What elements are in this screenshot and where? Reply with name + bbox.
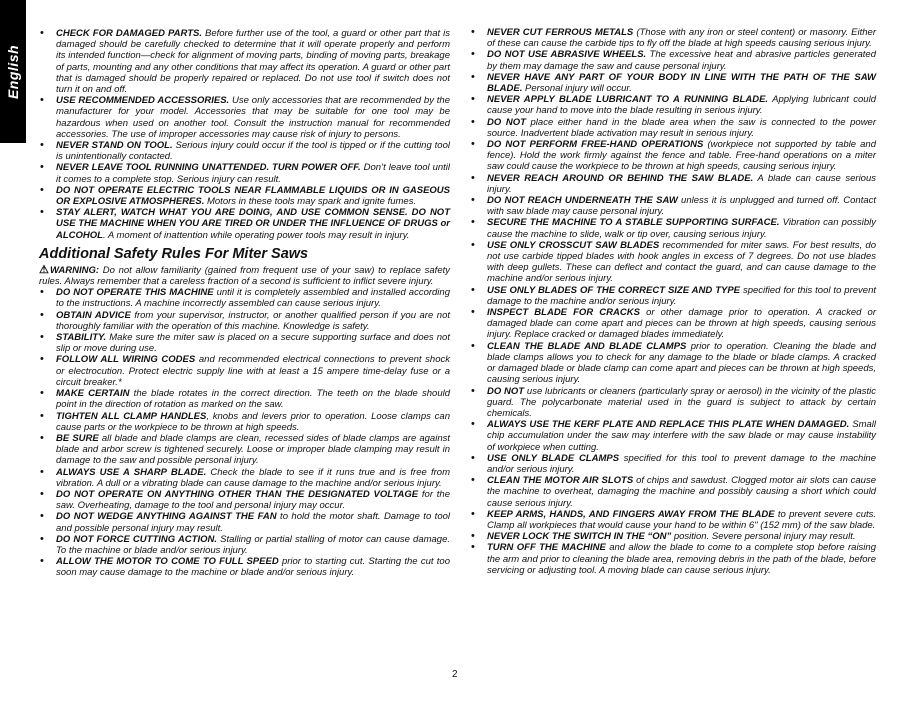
safety-rule-item	[470, 542, 876, 576]
language-tab	[0, 0, 26, 143]
safety-rule-item	[470, 72, 876, 94]
safety-rule-text: Personal injury will occur.	[522, 83, 632, 95]
safety-rule-heading: NEVER HAVE ANY PART OF YOUR BODY IN LINE WITH THE PATH OF THE SAW BLADE.	[487, 71, 876, 95]
safety-rule-text: all blade and blade clamps are clean, recessed sides of blade clamps are against blade and arbor screw is tightened securely. Loose or improper blade clamping may result in damage to the saw and possible personal injury.	[56, 432, 450, 467]
safety-rule-heading: STABILITY.	[56, 332, 107, 344]
safety-rule-text: Use only accessories that are recommended by the manufacturer for your model. Accessories that may be suitable for one tool may be hazardous when used on another tool. Consult the instruction manual for recommended accessories. The use of improper accessories may cause risk of injury to persons.	[56, 95, 451, 140]
safety-rule-item	[470, 49, 876, 71]
general-safety-list	[39, 28, 450, 241]
safety-rule-text: specified for this tool to prevent damage to the machine and/or serious injury.	[487, 284, 876, 307]
warning-label: WARNING:	[49, 264, 100, 276]
safety-rule-text: Stalling or partial stalling of motor can cause damage. To the machine or blade and/or serious injury.	[56, 533, 451, 556]
safety-rule-text: prior to operation. Cleaning the blade and blade clamps allows you to check for any damage to the blade or blade clamps. A cracked or damaged blade or blade clamp can come apart and pieces can be thrown at high speeds, causing serious injury.	[487, 340, 876, 386]
safety-rule-text: use lubricants or cleaners (particularly spray or aerosol) in the vicinity of the plastic guard. The polycarbonate material used in the guard is subject to attack by certain chemicals.	[487, 385, 876, 419]
safety-rule-heading: USE ONLY BLADES OF THE CORRECT SIZE AND TYPE	[487, 284, 741, 296]
safety-rule-item	[39, 332, 450, 354]
safety-rule-heading: DO NOT OPERATE ELECTRIC TOOLS NEAR FLAMMABLE LIQUIDS OR IN GASEOUS OR EXPLOSIVE ATMOSPHERES.	[56, 184, 450, 208]
miter-safety-list-continued	[470, 27, 876, 576]
safety-rule-item	[470, 475, 876, 509]
safety-rule-text: from your supervisor, instructor, or another qualified person if you are not thoroughly familiar with the operation of this machine. Knowledge is safety.	[56, 309, 450, 332]
safety-rule-heading: DO NOT OPERATE ON ANYTHING OTHER THAN THE DESIGNATED VOLTAGE	[56, 488, 419, 500]
safety-rule-text: . A moment of inattention while operating power tools may result in injury.	[102, 229, 410, 241]
safety-rule-item	[470, 139, 876, 173]
safety-rule-heading: CLEAN THE BLADE AND BLADE CLAMPS	[487, 340, 687, 352]
safety-rule-item	[39, 310, 450, 332]
safety-rule-item	[470, 240, 876, 285]
safety-rule-item	[470, 419, 876, 453]
safety-rule-heading: ALWAYS USE THE KERF PLATE AND REPLACE THIS PLATE WHEN DAMAGED.	[487, 419, 850, 431]
safety-rule-text: Don’t leave tool until it comes to a complete stop. Serious injury can result.	[56, 162, 450, 185]
safety-rule-heading: DO NOT WEDGE ANYTHING AGAINST THE FAN	[56, 511, 277, 523]
safety-rule-heading: TIGHTEN ALL CLAMP HANDLES	[56, 410, 207, 422]
safety-rule-text: Make sure the miter saw is placed on a secure supporting surface and does not slip or move during use.	[56, 332, 450, 355]
safety-rule-heading: DO NOT FORCE CUTTING ACTION.	[56, 533, 217, 545]
safety-rule-heading: SECURE THE MACHINE TO A STABLE SUPPORTING SURFACE.	[487, 217, 780, 229]
safety-rule-text: Vibration can possibly cause the machine to slide, walk or tip over, causing serious injury.	[487, 217, 877, 240]
safety-rule-item	[39, 185, 450, 207]
safety-rule-heading: NEVER CUT FERROUS METALS	[487, 27, 634, 38]
safety-rule-item	[470, 307, 876, 341]
section-title: Additional Safety Rules For Miter Saws	[39, 245, 309, 262]
safety-rule-text: and allow the blade to come to a complete stop before raising the arm and prior to cleaning the blade area, removing debris in the path of the blade, before servicing or adjusting tool. A moving blade can cause serious injury.	[487, 542, 876, 576]
safety-rule-item	[470, 341, 876, 386]
safety-rule-heading: MAKE CERTAIN	[56, 388, 130, 400]
safety-rule-item	[470, 531, 876, 542]
safety-rule-heading: USE ONLY CROSSCUT SAW BLADES	[487, 239, 660, 251]
safety-rule-heading: DO NOT	[487, 385, 525, 397]
safety-rule-item	[39, 556, 450, 578]
safety-rule-heading: USE RECOMMENDED ACCESSORIES.	[56, 95, 230, 107]
safety-rule-text: A blade can cause serious injury.	[487, 172, 876, 195]
safety-rule-text: (Those with any iron or steel content) or masonry. Either of these can cause the carbide tips to fly off the blade at high speeds causing serious injury.	[487, 27, 876, 50]
left-column	[39, 28, 450, 579]
warning-triangle-icon: ⚠	[39, 263, 50, 276]
safety-rule-text: Motors in these tools may spark and ignite fumes.	[204, 196, 417, 208]
safety-rule-item	[470, 27, 876, 49]
safety-rule-text: unless it is unplugged and turned off. Contact with saw blade may cause personal injury.	[487, 195, 877, 218]
safety-rule-item	[39, 140, 450, 162]
safety-rule-item	[39, 489, 450, 511]
safety-rule-item	[470, 509, 876, 531]
safety-rule-text: to prevent severe cuts. Clamp all workpieces that would cause your hand to be within 6" (152 mm) of the saw blade.	[487, 508, 877, 531]
safety-rule-heading: NEVER STAND ON TOOL.	[56, 140, 173, 152]
safety-rule-heading: FOLLOW ALL WIRING CODES	[56, 354, 196, 366]
safety-rule-heading: ALLOW THE MOTOR TO COME TO FULL SPEED	[56, 556, 279, 568]
safety-rule-item	[39, 287, 450, 309]
safety-rule-item	[470, 453, 876, 475]
safety-rule-text: Serious injury could occur if the tool is tipped or if the cutting tool is unintentionally contacted.	[56, 140, 450, 163]
warning-text: Do not allow familiarity (gained from frequent use of your saw) to replace safety rules. Always remember that a careless fraction of a second is sufficient to inflict severe injury.	[39, 264, 450, 288]
safety-rule-text: place either hand in the blade area when the saw is connected to the power source. Inadvertent blade activation may result in serious injury.	[487, 116, 876, 139]
safety-rule-text: (workpiece not supported by table and fence). Hold the work firmly against the fence and table. Free-hand operations on a miter saw could cause the workpiece to be thrown at high speeds, causing serious injury.	[487, 139, 876, 173]
safety-rule-heading: NEVER LOCK THE SWITCH IN THE “ON”	[487, 531, 672, 543]
safety-rule-item	[470, 217, 876, 239]
safety-rule-heading: ALWAYS USE A SHARP BLADE.	[56, 466, 207, 478]
safety-rule-heading: OBTAIN ADVICE	[56, 309, 131, 321]
safety-rule-heading: DO NOT	[487, 116, 526, 128]
safety-rule-heading: STAY ALERT, WATCH WHAT YOU ARE DOING, AND USE COMMON SENSE. DO NOT USE THE MACHINE WHEN YOU ARE TIRED OR UNDER THE INFLUENCE OF DRUGS or ALCOHOL	[56, 207, 450, 241]
safety-rule-item	[39, 411, 450, 433]
safety-rule-item	[470, 94, 876, 116]
language-tab-label: English	[5, 44, 21, 99]
safety-rule-text: of chips and sawdust. Clogged motor air slots can cause the machine to overheat, damaging the machine and possibly causing a short which could cause serious injury.	[487, 475, 877, 509]
warning-paragraph	[39, 265, 450, 287]
safety-rule-heading: NEVER APPLY BLADE LUBRICANT TO A RUNNING BLADE.	[487, 94, 769, 106]
safety-rule-heading: CLEAN THE MOTOR AIR SLOTS	[487, 475, 634, 487]
safety-rule-item	[39, 162, 450, 184]
safety-rule-text: Applying lubricant could cause your hand to move into the blade resulting in serious injury.	[487, 94, 876, 117]
safety-rule-item	[39, 354, 450, 388]
safety-rule-heading: KEEP ARMS, HANDS, AND FINGERS AWAY FROM THE BLADE	[487, 508, 775, 520]
safety-rule-item	[39, 511, 450, 533]
safety-rule-heading: DO NOT PERFORM FREE-HAND OPERATIONS	[487, 139, 704, 151]
safety-rule-item	[39, 388, 450, 410]
safety-rule-heading: NEVER REACH AROUND OR BEHIND THE SAW BLADE.	[487, 172, 754, 184]
safety-rule-item	[39, 207, 450, 241]
safety-rule-heading: DO NOT REACH UNDERNEATH THE SAW	[487, 195, 678, 207]
safety-rule-text: The excessive heat and abrasive particles generated by them may damage the saw and cause personal injury.	[487, 49, 876, 72]
safety-rule-text: Small chip accumulation under the saw may interfere with the saw blade or may cause instability of workpiece when cutting.	[487, 419, 876, 453]
safety-rule-item	[39, 433, 450, 467]
safety-rule-text: or other damage prior to operation. A cracked or damaged blade can come apart and pieces can be thrown at high speeds, causing serious injury. Replace cracked or damaged blades immediately.	[487, 307, 876, 341]
safety-rule-item	[39, 95, 450, 140]
safety-rule-heading: CHECK FOR DAMAGED PARTS.	[56, 28, 202, 39]
safety-rule-item	[470, 195, 876, 217]
safety-rule-item	[39, 28, 450, 95]
safety-rule-text: for the saw. Overheating, damage to the tool and personal injury may occur.	[56, 488, 450, 512]
safety-rule-text: the blade rotates in the correct direction. The teeth on the blade should point in the direction of rotation as marked on the saw.	[56, 388, 450, 411]
safety-rule-item	[470, 386, 876, 420]
safety-rule-text: Check the blade to see if it runs true and is free from vibration. A dull or a vibrating blade can cause damage to the machine and/or serious injury.	[56, 466, 450, 489]
page-number: 2	[452, 669, 458, 680]
safety-rule-heading: BE SURE	[56, 432, 99, 444]
safety-rule-text: and recommended electrical connections to prevent shock or electrocution. Protect electric supply line with at least a 15 ampere time-delay fuse or a circuit breaker.*	[56, 354, 451, 388]
safety-rule-text: until it is completely assembled and installed according to the instructions. A machine incorrectly assembled can cause serious injury.	[56, 287, 450, 310]
safety-rule-heading: USE ONLY BLADE CLAMPS	[487, 452, 620, 464]
safety-rule-heading: NEVER LEAVE TOOL RUNNING UNATTENDED. TURN POWER OFF.	[56, 162, 361, 174]
safety-rule-text: to hold the motor shaft. Damage to tool and possible personal injury may result.	[56, 511, 451, 534]
safety-rule-item	[39, 467, 450, 489]
safety-rule-heading: TURN OFF THE MACHINE	[487, 542, 606, 554]
safety-rule-item	[470, 173, 876, 195]
safety-rule-text: specified for this tool to prevent damage to the machine and/or serious injury.	[487, 452, 876, 475]
safety-rule-item	[470, 117, 876, 139]
safety-rule-heading: INSPECT BLADE FOR CRACKS	[487, 307, 640, 319]
safety-rule-heading: DO NOT USE ABRASIVE WHEELS.	[487, 49, 647, 61]
safety-rule-text: , knobs and levers prior to operation. Loose clamps can cause parts or the workpiece to be thrown at high speeds.	[56, 410, 450, 433]
safety-rule-text: Before further use of the tool, a guard or other part that is damaged should be carefully checked to determine that it will operate properly and perform its intended function—check for alignment of moving parts, binding of moving parts, breakage of parts, mounting and any other conditions that may affect its operation. A guard or other part that is damaged should be properly repaired or replaced. Do not use tool if switch does not turn it on and off.	[56, 28, 451, 96]
safety-rule-heading: DO NOT OPERATE THIS MACHINE	[56, 287, 214, 299]
safety-rule-item	[470, 285, 876, 307]
safety-rule-text: position. Severe personal injury may result.	[671, 531, 856, 543]
safety-rule-item	[39, 534, 450, 556]
miter-safety-list	[39, 287, 450, 578]
safety-rule-text: prior to starting cut. Starting the cut too soon may cause damage to the machine or blade and/or serious injury.	[56, 556, 450, 579]
safety-rule-text: recommended for miter saws. For best results, do not use carbide tipped blades with hook angles in excess of 7 degrees. Do not use blades with deep gullets. These can deflect and contact the guard, and can cause damage to the machine and/or serious injury.	[487, 239, 877, 285]
right-column	[470, 27, 876, 576]
